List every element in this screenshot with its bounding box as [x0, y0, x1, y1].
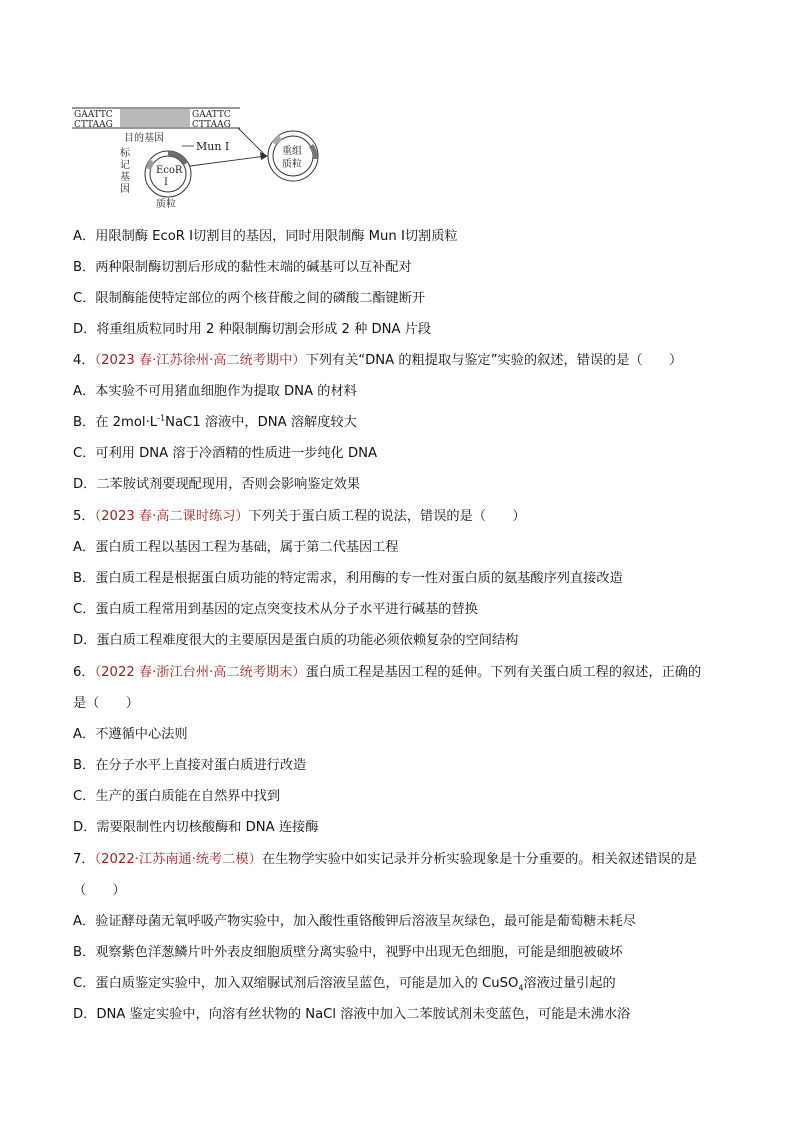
q4-question: 下列有关“DNA 的粗提取与鉴定”实验的叙述，错误的是（ ） [305, 353, 683, 368]
q3-option-c: C．限制酶能使特定部位的两个核苷酸之间的磷酸二酯键断开 [73, 291, 426, 306]
marker-gene-segment [146, 159, 154, 170]
q4-option-a: A．本实验不可用猪血细胞作为提取 DNA 的材料 [73, 384, 357, 399]
q7-option-d: D．DNA 鉴定实验中，向溶有丝状物的 NaCl 溶液中加入二苯胺试剂未变蓝色，可能是未沸水浴 [73, 1007, 631, 1022]
recombinant-label-2: 质粒 [282, 159, 302, 170]
plasmid-site-label-2: Ⅰ [164, 177, 168, 188]
q7-option-a: A．验证酵母菌无氧呼吸产物实验中，加入酸性重铬酸钾后溶液呈灰绿色，最可能是葡萄糖未耗尽 [73, 914, 636, 929]
q6-stem [73, 663, 733, 683]
marker-label-4: 因 [120, 184, 130, 195]
right-seq-top: GAATTC [192, 110, 231, 120]
q5-stem [73, 507, 733, 527]
q4-option-b-sup: -1 [157, 413, 166, 423]
q5-option-a: A．蛋白质工程以基因工程为基础，属于第二代基因工程 [73, 540, 399, 555]
left-seq-top: GAATTC [74, 110, 113, 120]
recombinant-marker-segment [272, 135, 282, 145]
q5-option-d: D．蛋白质工程难度很大的主要原因是蛋白质的功能必须依赖复杂的空间结构 [73, 633, 519, 648]
q4-option-d: D．二苯胺试剂要现配现用，否则会影响鉴定效果 [73, 477, 361, 492]
recombinant-label-1: 重组 [282, 146, 302, 157]
q7-stem-continued: （ ） [73, 883, 126, 898]
marker-label-1: 标 [120, 148, 130, 159]
q4-source: （2023 春·江苏徐州·高二统考期中） [94, 353, 306, 368]
q3-option-b: B．两种限制酶切割后形成的黏性末端的碱基可以互补配对 [73, 260, 412, 275]
q4-option-b-pre: B．在 2mol·L [73, 415, 158, 430]
right-seq-bottom: CTTAAG [192, 120, 231, 130]
q6-source: （2022 春·浙江台州·高二统考期末） [94, 665, 306, 680]
q5-option-b: B．蛋白质工程是根据蛋白质功能的特定需求，利用酶的专一性对蛋白质的氨基酸序列直接改造 [73, 571, 623, 586]
q3-option-a: A．用限制酶 EcoR Ⅰ切割目的基因，同时用限制酶 Mun Ⅰ切割质粒 [73, 229, 458, 244]
q4-option-b-post: NaC1 溶液中，DNA 溶解度较大 [165, 415, 357, 430]
q3-option-d: D．将重组质粒同时用 2 种限制酶切割会形成 2 种 DNA 片段 [73, 322, 432, 337]
q6-option-d: D．需要限制性内切核酸酶和 DNA 连接酶 [73, 820, 319, 835]
arrow-line-fragment [238, 128, 266, 156]
q6-option-c: C．生产的蛋白质能在自然界中找到 [73, 789, 281, 804]
q7-option-c-pre: C．蛋白质鉴定实验中，加入双缩脲试剂后溶液呈蓝色，可能是加入的 CuSO [73, 976, 519, 991]
q7-source: （2022·江苏南通·统考二模） [94, 852, 262, 867]
left-seq-bottom: CTTAAG [74, 120, 113, 130]
marker-label-3: 基 [120, 172, 130, 183]
q7-option-c-post: 溶液过量引起的 [523, 976, 616, 991]
mun-label: Mun Ⅰ [196, 140, 230, 153]
arrow-line-plasmid [190, 156, 266, 166]
q7-number: 7． [73, 852, 95, 867]
q7-option-c [73, 974, 733, 994]
q6-option-b: B．在分子水平上直接对蛋白质进行改造 [73, 758, 307, 773]
plasmid-label: 质粒 [156, 199, 176, 210]
target-gene-block [120, 109, 190, 127]
q7-option-b: B．观察紫色洋葱鳞片叶外表皮细胞质壁分离实验中，视野中出现无色细胞，可能是细胞被破坏 [73, 945, 623, 960]
q7-question: 在生物学实验中如实记录并分析实验现象是十分重要的。相关叙述错误的是 [261, 852, 697, 867]
q7-option-c-sub: 4 [518, 983, 524, 993]
q5-source: （2023 春·高二课时练习） [94, 509, 249, 524]
q6-question: 蛋白质工程是基因工程的延伸。下列有关蛋白质工程的叙述，正确的 [305, 665, 702, 680]
q5-number: 5． [73, 509, 95, 524]
q6-stem-continued: 是（ ） [73, 696, 139, 711]
arrow-head-icon [260, 152, 268, 160]
q4-number: 4． [73, 353, 95, 368]
q5-option-c: C．蛋白质工程常用到基因的定点突变技术从分子水平进行碱基的替换 [73, 602, 478, 617]
q4-stem [73, 351, 733, 371]
target-gene-label: 目的基因 [124, 133, 164, 144]
q5-question: 下列关于蛋白质工程的说法，错误的是（ ） [248, 509, 526, 524]
marker-label-2: 记 [120, 160, 130, 171]
plasmid-site-label-1: EcoR [156, 165, 183, 176]
q7-stem [73, 850, 733, 870]
recombinant-insert-segment [309, 144, 318, 159]
q6-option-a: A．不遵循中心法则 [73, 727, 188, 742]
q4-option-b [73, 413, 733, 433]
plasmid-construction-diagram [72, 104, 332, 216]
q6-number: 6． [73, 665, 95, 680]
q4-option-c: C．可利用 DNA 溶于冷酒精的性质进一步纯化 DNA [73, 446, 378, 461]
